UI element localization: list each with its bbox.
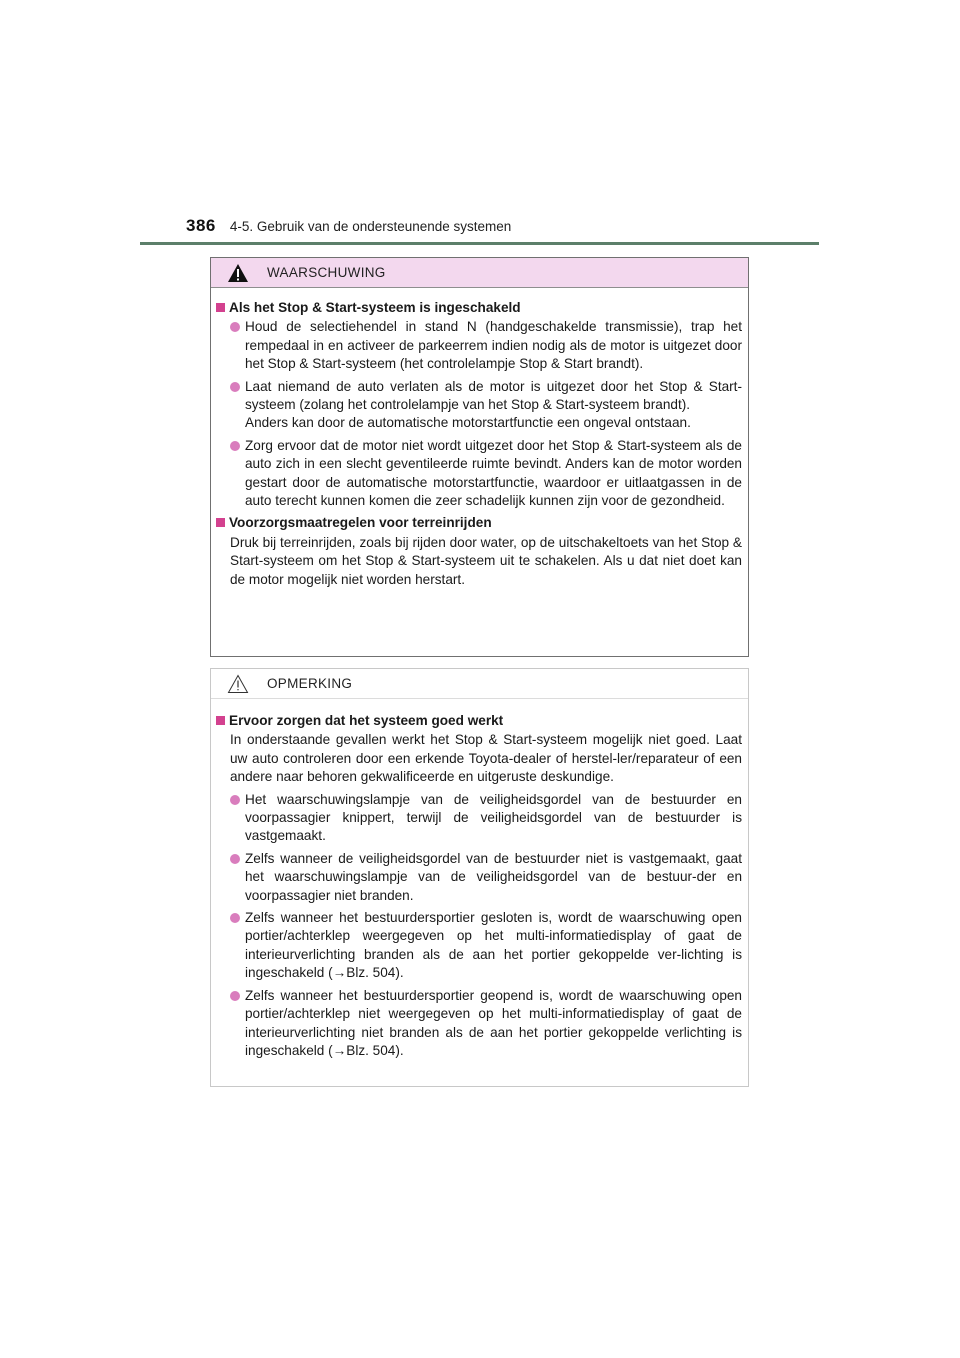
list-item [216, 909, 742, 983]
note-subheading [216, 712, 742, 730]
list-item [216, 850, 742, 905]
round-bullet-icon [230, 322, 240, 332]
list-item [216, 987, 742, 1061]
note-intro: In onderstaande gevallen werkt het Stop & Start-systeem mogelijk niet goed. Laat uw auto controleren door een erkende Toyota-dealer of herstel-ler/reparateur of een andere naar behoren gekwalificeerde en uitgeruste deskundige. [230, 732, 742, 785]
warning-triangle-icon [227, 263, 249, 283]
list-item [216, 318, 742, 373]
round-bullet-icon [230, 913, 240, 923]
warning-box [210, 257, 749, 657]
round-bullet-icon [230, 991, 240, 1001]
header-rule [140, 242, 819, 245]
note-body [211, 699, 748, 1060]
note-bullet-4: Zelfs wanneer het bestuurdersportier geopend is, wordt de waarschuwing open portier/achterklep niet weergegeven op het multi-informatiedisplay of gaat de interieurverlichting niet branden als de aan het portier gekoppelde verlichting is ingeschakeld (→Blz. 504). [245, 987, 742, 1058]
round-bullet-icon [230, 441, 240, 451]
note-bullet-2: Zelfs wanneer de veiligheidsgordel van de bestuurder niet is vastgemaakt, gaat het waarschuwingslampje van de veiligheidsgordel van de bestuur-der en voorpassagier niet branden. [245, 850, 742, 903]
list-item [216, 437, 742, 511]
warning-paragraph: Druk bij terreinrijden, zoals bij rijden door water, op de uitschakeltoets van het Stop & Start-systeem om het Stop & Start-systeem uit te schakelen. Als u dat niet doet kan de motor mogelijk niet worden herstart. [230, 534, 742, 587]
warning-title: WAARSCHUWING [267, 265, 386, 280]
page-number: 386 [186, 216, 216, 235]
square-bullet-icon [216, 716, 225, 725]
warning-subheading [216, 299, 742, 317]
square-bullet-icon [216, 303, 225, 312]
note-bullet-3: Zelfs wanneer het bestuurdersportier gesloten is, wordt de waarschuwing open portier/achterklep weergegeven op het multi-informatiedisplay of gaat de interieurverlichting branden als de aan het portier gekoppelde ver-lichting is ingeschakeld (→Blz. 504). [245, 910, 742, 981]
note-bullet-1: Het waarschuwingslampje van de veiligheidsgordel van de bestuurder en voorpassagier knippert, terwijl de veiligheidsgordel van de bestuurder is vastgemaakt. [245, 791, 742, 844]
note-title: OPMERKING [267, 676, 353, 691]
round-bullet-icon [230, 795, 240, 805]
note-heading-1: Ervoor zorgen dat het systeem goed werkt [229, 713, 504, 728]
square-bullet-icon [216, 518, 225, 527]
warning-subheading [216, 514, 742, 532]
caution-triangle-icon [227, 674, 249, 694]
warning-body [211, 288, 748, 589]
warning-heading-2: Voorzorgsmaatregelen voor terreinrijden [229, 515, 492, 531]
warning-bullet-3: Zorg ervoor dat de motor niet wordt uitgezet door het Stop & Start-systeem als de auto zich in een slecht geventileerde ruimte bevindt. Anders kan de motor worden gestart door de automatische motorstartfunctie, waardoor er uitlaatgassen in de auto terecht kunnen komen die zeer schadelijk kunnen zijn voor de gezondheid. [245, 437, 742, 509]
warning-bullet-2 [245, 378, 742, 433]
warning-bullet-2-line-1: Laat niemand de auto verlaten als de motor is uitgezet door het Stop & Start-systeem (zolang het controlelampje van het Stop & Start-systeem brandt). [245, 378, 742, 413]
round-bullet-icon [230, 854, 240, 864]
warning-heading-1: Als het Stop & Start-systeem is ingeschakeld [229, 300, 521, 315]
warning-header [211, 258, 748, 288]
page-header [186, 216, 511, 242]
note-header [211, 669, 748, 699]
warning-bullet-1: Houd de selectiehendel in stand N (handgeschakelde transmissie), trap het rempedaal in en activeer de parkeerrem indien nodig als de motor is uitgezet door het Stop & Start-systeem (het controlelampje Stop & Start brandt). [245, 319, 742, 372]
list-item [216, 791, 742, 846]
warning-bullet-2-line-2: Anders kan door de automatische motorstartfunctie een ongeval ontstaan. [245, 415, 691, 431]
round-bullet-icon [230, 382, 240, 392]
list-item [216, 378, 742, 433]
section-title: 4-5. Gebruik van de ondersteunende systemen [229, 219, 512, 234]
note-box [210, 668, 749, 1087]
